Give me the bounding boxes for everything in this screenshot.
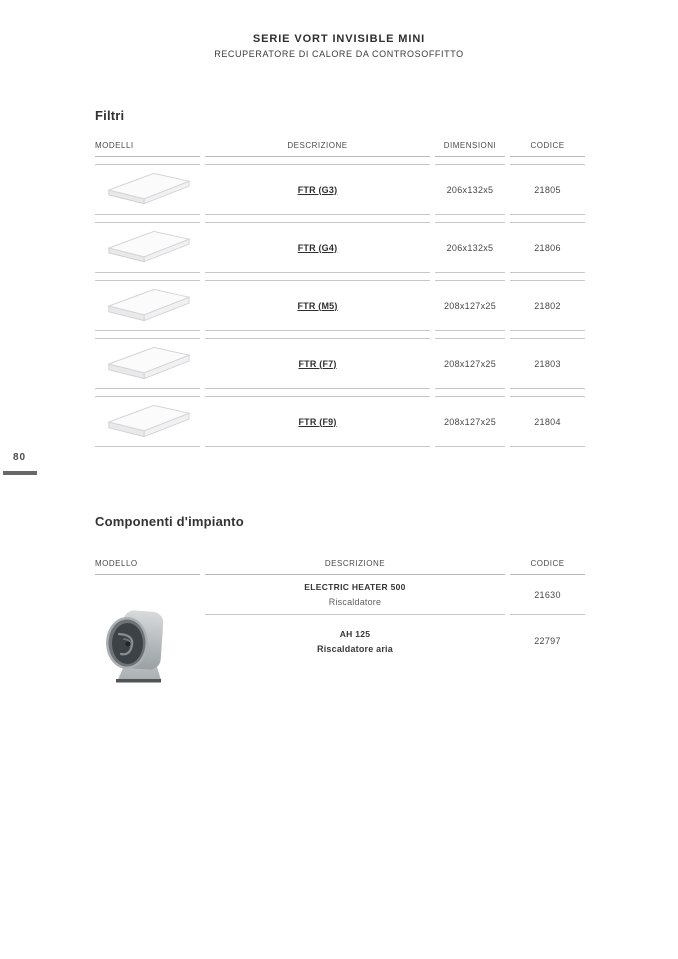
page-number-block bbox=[0, 452, 37, 475]
filter-image-cell bbox=[95, 396, 200, 447]
component-subtitle: Riscaldatore aria bbox=[317, 643, 393, 654]
table-row bbox=[95, 338, 585, 389]
component-code-cell bbox=[510, 575, 585, 615]
filter-image-cell bbox=[95, 222, 200, 273]
filter-panel-icon bbox=[103, 286, 193, 326]
page-subtitle: RECUPERATORE DI CALORE DA CONTROSOFFITTO bbox=[214, 49, 464, 59]
filter-description-cell bbox=[205, 164, 430, 215]
table-row bbox=[95, 164, 585, 215]
filter-dimensions-cell bbox=[435, 280, 505, 331]
filter-dimensions: 206x132x5 bbox=[446, 184, 494, 195]
filter-model-link[interactable]: FTR (G3) bbox=[297, 184, 338, 195]
filter-dimensions: 208x127x25 bbox=[443, 358, 497, 369]
filter-description-cell bbox=[205, 222, 430, 273]
filter-dimensions: 208x127x25 bbox=[443, 300, 497, 311]
filter-model-link[interactable]: FTR (M5) bbox=[297, 300, 338, 311]
filters-section-heading: Filtri bbox=[95, 108, 125, 123]
component-code-cell bbox=[510, 615, 585, 667]
page-title: SERIE VORT INVISIBLE MINI bbox=[252, 33, 426, 45]
table-row bbox=[95, 280, 585, 331]
filter-dimensions-cell bbox=[435, 396, 505, 447]
column-header-codice: CODICE bbox=[510, 559, 585, 575]
filter-code-cell bbox=[510, 338, 585, 389]
components-table bbox=[95, 559, 585, 667]
filter-description-cell bbox=[205, 280, 430, 331]
filter-code: 21805 bbox=[534, 184, 561, 195]
filter-description-cell bbox=[205, 396, 430, 447]
filter-image-cell bbox=[95, 280, 200, 331]
column-header-descrizione: DESCRIZIONE bbox=[205, 559, 505, 575]
filter-model-link[interactable]: FTR (G4) bbox=[297, 242, 338, 253]
filter-code: 21802 bbox=[534, 300, 561, 311]
table-row bbox=[95, 615, 585, 667]
component-code: 21630 bbox=[534, 589, 561, 600]
filter-dimensions: 206x132x5 bbox=[446, 242, 494, 253]
filter-panel-icon bbox=[103, 170, 193, 210]
components-table-body bbox=[95, 575, 585, 667]
filter-model-link[interactable]: FTR (F7) bbox=[298, 358, 337, 369]
filter-panel-icon bbox=[103, 228, 193, 268]
filter-dimensions-cell bbox=[435, 338, 505, 389]
filter-dimensions: 208x127x25 bbox=[443, 416, 497, 427]
filter-code-cell bbox=[510, 222, 585, 273]
column-header-modello: MODELLO bbox=[95, 559, 200, 575]
filters-table bbox=[95, 141, 585, 447]
page-number-bar bbox=[3, 471, 37, 475]
component-description-cell bbox=[205, 575, 505, 615]
filter-panel-icon bbox=[103, 402, 193, 442]
components-table-header-row bbox=[95, 559, 585, 575]
filter-dimensions-cell bbox=[435, 222, 505, 273]
column-header-dimensioni: DIMENSIONI bbox=[435, 141, 505, 157]
table-row bbox=[95, 575, 585, 615]
filter-code: 21804 bbox=[534, 416, 561, 427]
component-code: 22797 bbox=[534, 636, 561, 646]
filter-code-cell bbox=[510, 164, 585, 215]
filter-dimensions-cell bbox=[435, 164, 505, 215]
filter-image-cell bbox=[95, 338, 200, 389]
filter-description-cell bbox=[205, 338, 430, 389]
column-header-codice: CODICE bbox=[510, 141, 585, 157]
column-header-modelli: MODELLI bbox=[95, 141, 200, 157]
filter-model-link[interactable]: FTR (F9) bbox=[298, 416, 337, 427]
duct-heater-image bbox=[102, 603, 166, 685]
filter-code: 21806 bbox=[534, 242, 561, 253]
filter-code: 21803 bbox=[534, 358, 561, 369]
filters-table-header-row bbox=[95, 141, 585, 157]
column-header-descrizione: DESCRIZIONE bbox=[205, 141, 430, 157]
component-name: ELECTRIC HEATER 500 bbox=[304, 582, 406, 592]
component-description-cell bbox=[205, 615, 505, 667]
table-row bbox=[95, 396, 585, 447]
components-section-heading: Componenti d'impianto bbox=[95, 514, 244, 529]
page-number: 80 bbox=[13, 452, 27, 463]
table-row bbox=[95, 222, 585, 273]
filter-code-cell bbox=[510, 280, 585, 331]
filter-code-cell bbox=[510, 396, 585, 447]
page-header bbox=[0, 33, 678, 59]
filter-panel-icon bbox=[103, 344, 193, 384]
filter-image-cell bbox=[95, 164, 200, 215]
component-subtitle: Riscaldatore bbox=[328, 597, 382, 607]
component-name: AH 125 bbox=[339, 628, 371, 639]
